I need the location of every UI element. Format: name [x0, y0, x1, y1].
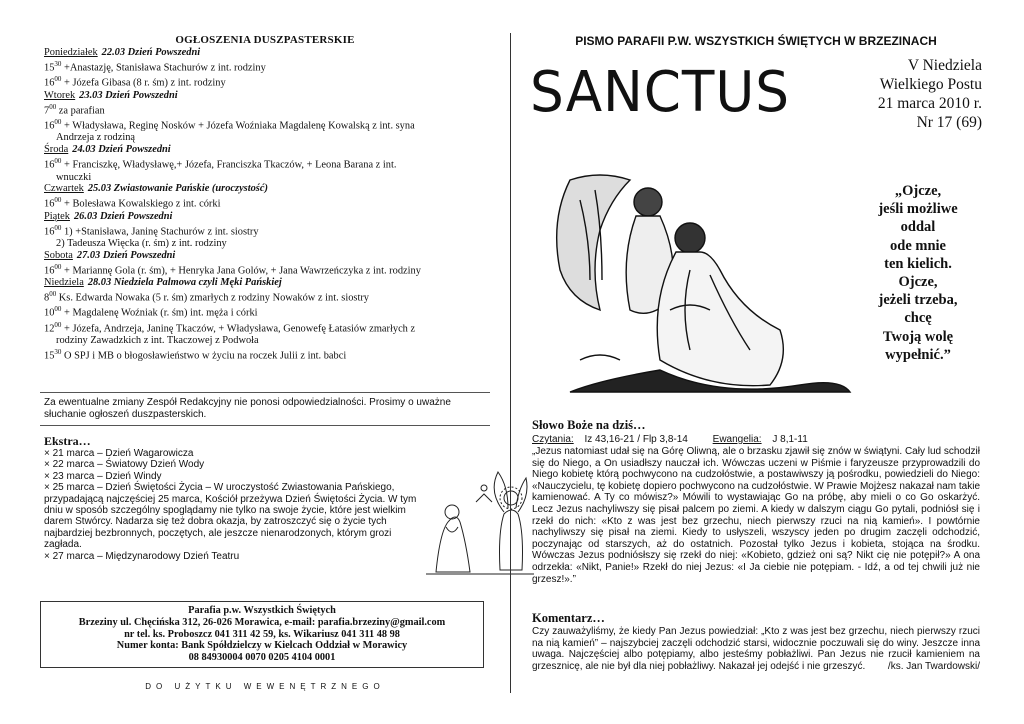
right-page [530, 0, 982, 724]
mass-hour: 10 [44, 307, 55, 319]
day-date: 27.03 Dzień Powszedni [76, 249, 176, 261]
announcements-list [44, 47, 490, 362]
day-date: 26.03 Dzień Powszedni [73, 210, 173, 222]
mass-hour: 8 [44, 292, 50, 304]
mass-hour: 16 [44, 265, 55, 277]
gospel-ref: J 8,1-11 [772, 434, 808, 445]
mass-intention [44, 172, 490, 184]
annunciation-illustration [426, 452, 534, 582]
mass-minute: 00 [54, 117, 62, 126]
intention-text: + Franciszkę, Władysławę,+ Józefa, Franciszka Tkaczów, + Leona Barana z int. [61, 159, 397, 171]
parish-name: Parafia p.w. Wszystkich Świętych [188, 605, 336, 616]
word-of-god-title: Słowo Boże na dziś… [532, 418, 646, 432]
mass-minute: 00 [54, 75, 62, 84]
ekstra-item: × 23 marca – Dzień Windy [44, 470, 162, 482]
ekstra-item: × 27 marca – Międzynarodowy Dzień Teatru [44, 550, 240, 562]
quote-line: chcę [904, 310, 932, 327]
intention-text: za parafian [56, 105, 105, 117]
quote-line: Twoją wolę [882, 328, 954, 345]
issue-info [878, 56, 982, 132]
day-header [44, 211, 490, 223]
internal-use-footer: DO UŻYTKU WEWENĘTRZNEGO [145, 682, 385, 691]
quote-line: wypełnić.” [885, 346, 951, 363]
day-name: Wtorek [44, 89, 76, 101]
left-page [40, 0, 490, 724]
intention-text: rodziny Zawadzkich z int. Tkaczowej z Podwoła [56, 335, 259, 347]
quote-line: ode mnie [890, 237, 946, 254]
issue-line: Nr 17 (69) [916, 114, 982, 131]
quote-line: jeżeli trzeba, [878, 292, 958, 309]
mass-minute: 00 [54, 320, 62, 329]
mass-intention [44, 304, 490, 319]
intention-text: + Mariannę Gola (r. śm), + Henryka Jana Golów, + Jana Wawrzeńczyka z int. rodziny [61, 265, 421, 277]
day-date: 25.03 Zwiastowanie Pańskie (uroczystość) [87, 183, 268, 195]
mass-intention [44, 335, 490, 347]
mass-minute: 00 [54, 305, 62, 314]
intention-text: wnuczki [56, 171, 92, 183]
editorial-note: Za ewentualne zmiany Zespół Redakcyjny nie ponosi odpowiedzialności. Prosimy o uważne słuchanie ogłoszeń duszpasterskich. [40, 392, 490, 426]
parish-bank: Numer konta: Bank Spółdzielczy w Kielcach Oddział w Morawicy [116, 640, 408, 652]
readings-refs: Iz 43,16-21 / Flp 3,8-14 [584, 434, 688, 445]
intention-text: 1) +Stanisława, Janinę Stachurów z int. siostry [61, 226, 259, 238]
day-name: Sobota [44, 249, 73, 261]
prayer-quote [848, 182, 988, 364]
quote-line: Ojcze, [898, 274, 938, 291]
parish-contact-box [40, 601, 484, 668]
mass-intention [44, 195, 490, 210]
day-name: Niedziela [44, 277, 84, 289]
mass-hour: 16 [44, 198, 55, 210]
mass-intention [44, 289, 490, 304]
readings-label: Czytania: [532, 434, 574, 445]
parish-address: Brzeziny ul. Chęcińska 312, 26-026 Morawica, e-mail: parafia.brzeziny@gmail.com [78, 616, 446, 628]
mass-intention [44, 347, 490, 362]
day-header [44, 277, 490, 289]
day-header [44, 47, 490, 59]
issue-line: Wielkiego Postu [879, 76, 982, 93]
mass-minute: 00 [54, 196, 62, 205]
issue-line: V Niedziela [907, 57, 982, 74]
mass-minute: 00 [54, 262, 62, 271]
mass-hour: 16 [44, 159, 55, 171]
mass-hour: 16 [44, 226, 55, 238]
mass-minute: 30 [54, 348, 62, 357]
mass-hour: 16 [44, 77, 55, 89]
commentary-text [532, 626, 980, 672]
gospel-text: „Jezus natomiast udał się na Górę Oliwną, ale o brzasku zjawił się znów w świątyni. Cały lud schodził się do Niego, a On usiadłszy nauczał ich. Wówczas uczeni w Piśmie i faryzeusze przyprowadzili do Niego kobietę którą pochwycono na cudzołóstwie, a postawiwszy ją pośrodku, powiedzieli do Niego: «Nauczycielu, tę kobietę dopiero pochwycono na cudzołóstwie. W Prawie Mojżesz nakazał nam takie kamienować. A Ty co mówisz?» Mówili to wystawiając Go na próbę, aby mieli o co Go oskarżyć. Lecz Jezus nachyliwszy się pisał palcem po ziemi. A kiedy w dalszym ciągu Go pytali, podniósł się i rzekł do nich: «Kto z was jest bez grzechu, niech pierwszy rzuci na nią kamień». I powtórnie nachyliwszy się pisał na ziemi. Kiedy to usłyszeli, wszyscy jeden po drugim zaczęli odchodzić, poczynając od starszych, aż do ostatnich. Pozostał tylko Jezus i kobieta, stojąca na środku. Wówczas Jezus podniósłszy się rzekł do niej: «Kobieto, gdzież oni są? Nikt cię nie potępił?» A ona odrzekła: «Nikt, Panie!» Rzekł do niej Jezus: «I Ja ciebie nie potępiam. - Idź, a od tej chwili już nie grzesz!».” [532, 446, 981, 585]
mass-hour: 15 [44, 350, 55, 362]
intention-text: + Bolesława Kowalskiego z int. córki [61, 198, 221, 210]
day-date: 24.03 Dzień Powszedni [72, 144, 171, 156]
intention-text: O SPJ i MB o błogosławieństwo w życiu na roczek Julii z int. babci [61, 350, 347, 362]
mass-intention [44, 74, 490, 89]
quote-line: ten kielich. [884, 255, 952, 272]
ekstra-title: Ekstra… [44, 434, 91, 448]
mass-intention [44, 117, 490, 132]
intention-text: Ks. Edwarda Nowaka (5 r. śm) zmarłych z rodziny Nowaków z int. siostry [56, 292, 369, 304]
ekstra-list [44, 448, 424, 562]
day-header [44, 144, 490, 156]
mass-intention [44, 102, 490, 117]
intention-text: + Magdalenę Woźniak (r. śm) int. męża i córki [61, 307, 258, 319]
mass-minute: 30 [54, 59, 62, 68]
day-date: 28.03 Niedziela Palmowa czyli Męki Pańskiej [87, 277, 282, 289]
intention-text: + Józefa, Andrzeja, Janinę Tkaczów, + Władysława, Genowefę Łatasiów zmarłych z [61, 323, 416, 335]
quote-line: oddal [900, 219, 936, 236]
day-name: Czwartek [44, 183, 84, 195]
mass-hour: 7 [44, 105, 50, 117]
ekstra-item: × 21 marca – Dzień Wagarowicza [44, 448, 194, 459]
announcements-title: OGŁOSZENIA DUSZPASTERSKIE [175, 34, 355, 46]
ekstra-item: × 22 marca – Światowy Dzień Wody [44, 459, 205, 471]
quote-line: „Ojcze, [894, 183, 942, 199]
day-name: Poniedziałek [44, 47, 98, 58]
mass-intention [44, 156, 490, 171]
intention-text: + Józefa Gibasa (8 r. śm) z int. rodziny [61, 77, 226, 89]
intention-text: + Władysława, Reginę Nosków + Józefa Woźniaka Magdalenę Kowalską z int. syna [61, 120, 415, 132]
mass-hour: 16 [44, 120, 55, 132]
mass-intention [44, 262, 490, 277]
page-divider [510, 33, 511, 693]
mass-intention [44, 238, 490, 250]
day-header [44, 183, 490, 195]
parish-phones: nr tel. ks. Proboszcz 041 311 42 59, ks. Wikariusz 041 311 48 98 [124, 628, 400, 640]
intention-text: Andrzeja z rodziną [56, 132, 136, 144]
mass-intention [44, 132, 490, 144]
mass-minute: 00 [49, 290, 57, 299]
mass-hour: 12 [44, 323, 55, 335]
day-date: 22.03 Dzień Powszedni [101, 47, 201, 58]
mass-minute: 00 [49, 102, 57, 111]
quote-line: jeśli możliwe [878, 201, 958, 218]
day-name: Piątek [44, 210, 70, 222]
mass-intention [44, 223, 490, 238]
intention-text: +Anastazję, Stanisława Stachurów z int. rodziny [61, 62, 266, 74]
day-date: 23.03 Dzień Powszedni [79, 89, 178, 101]
mass-minute: 00 [54, 223, 62, 232]
bulletin-header: PISMO PARAFII P.W. WSZYSTKICH ŚWIĘTYCH W BRZEZINACH [575, 34, 937, 48]
commentary-title: Komentarz… [532, 611, 605, 625]
mass-intention [44, 59, 490, 74]
parish-account: 08 84930004 0070 0205 4104 0001 [188, 652, 336, 664]
readings-line [532, 434, 808, 445]
ekstra-item: × 25 marca – Dzień Świętości Życia – W uroczystość Zwiastowania Pańskiego, przypadającą najczęściej 25 marca, Kościół przeżywa Dzień Świętości Życia. W tym dniu w sposób szczególny spoglądamy nie tylko na swoje życie, które jest wielkim darem Stwórcy. Nadarza się też dobra okazja, by zatroszczyć się o życie tych najbardziej bezbronnych, poczętych, ale jeszcze nienarodzonych, którym grozi zagłada. [44, 482, 417, 551]
sanctus-logo: SANCTUS [530, 60, 790, 125]
mass-minute: 00 [54, 157, 62, 166]
day-name: Środa [44, 144, 69, 156]
gospel-label: Ewangelia: [712, 434, 762, 445]
gethsemane-illustration [540, 160, 870, 400]
issue-line: 21 marca 2010 r. [877, 95, 982, 112]
commentary-body: Czy zauważyliśmy, że kiedy Pan Jezus powiedział: „Kto z was jest bez grzechu, niech pierwszy rzuci na nią kamień” – najszybciej zaczęli odchodzić starsi, widocznie poczuwali się do winy. Jeszcze inna uwaga. Najczęściej albo potępiamy, albo jesteśmy pobłażliwi. Pan Jezus nie rzucił kamieniem na grzesznicę, ale nie był dla niej pobłażliwy. Nakazał jej odejść i nie grzeszyć. [532, 626, 980, 672]
commentary-author: /ks. Jan Twardowski/ [887, 660, 980, 672]
day-header [44, 250, 490, 262]
mass-intention [44, 320, 490, 335]
intention-text: 2) Tadeusza Więcka (r. śm) z int. rodziny [56, 237, 227, 249]
day-header [44, 90, 490, 102]
mass-hour: 15 [44, 62, 55, 74]
